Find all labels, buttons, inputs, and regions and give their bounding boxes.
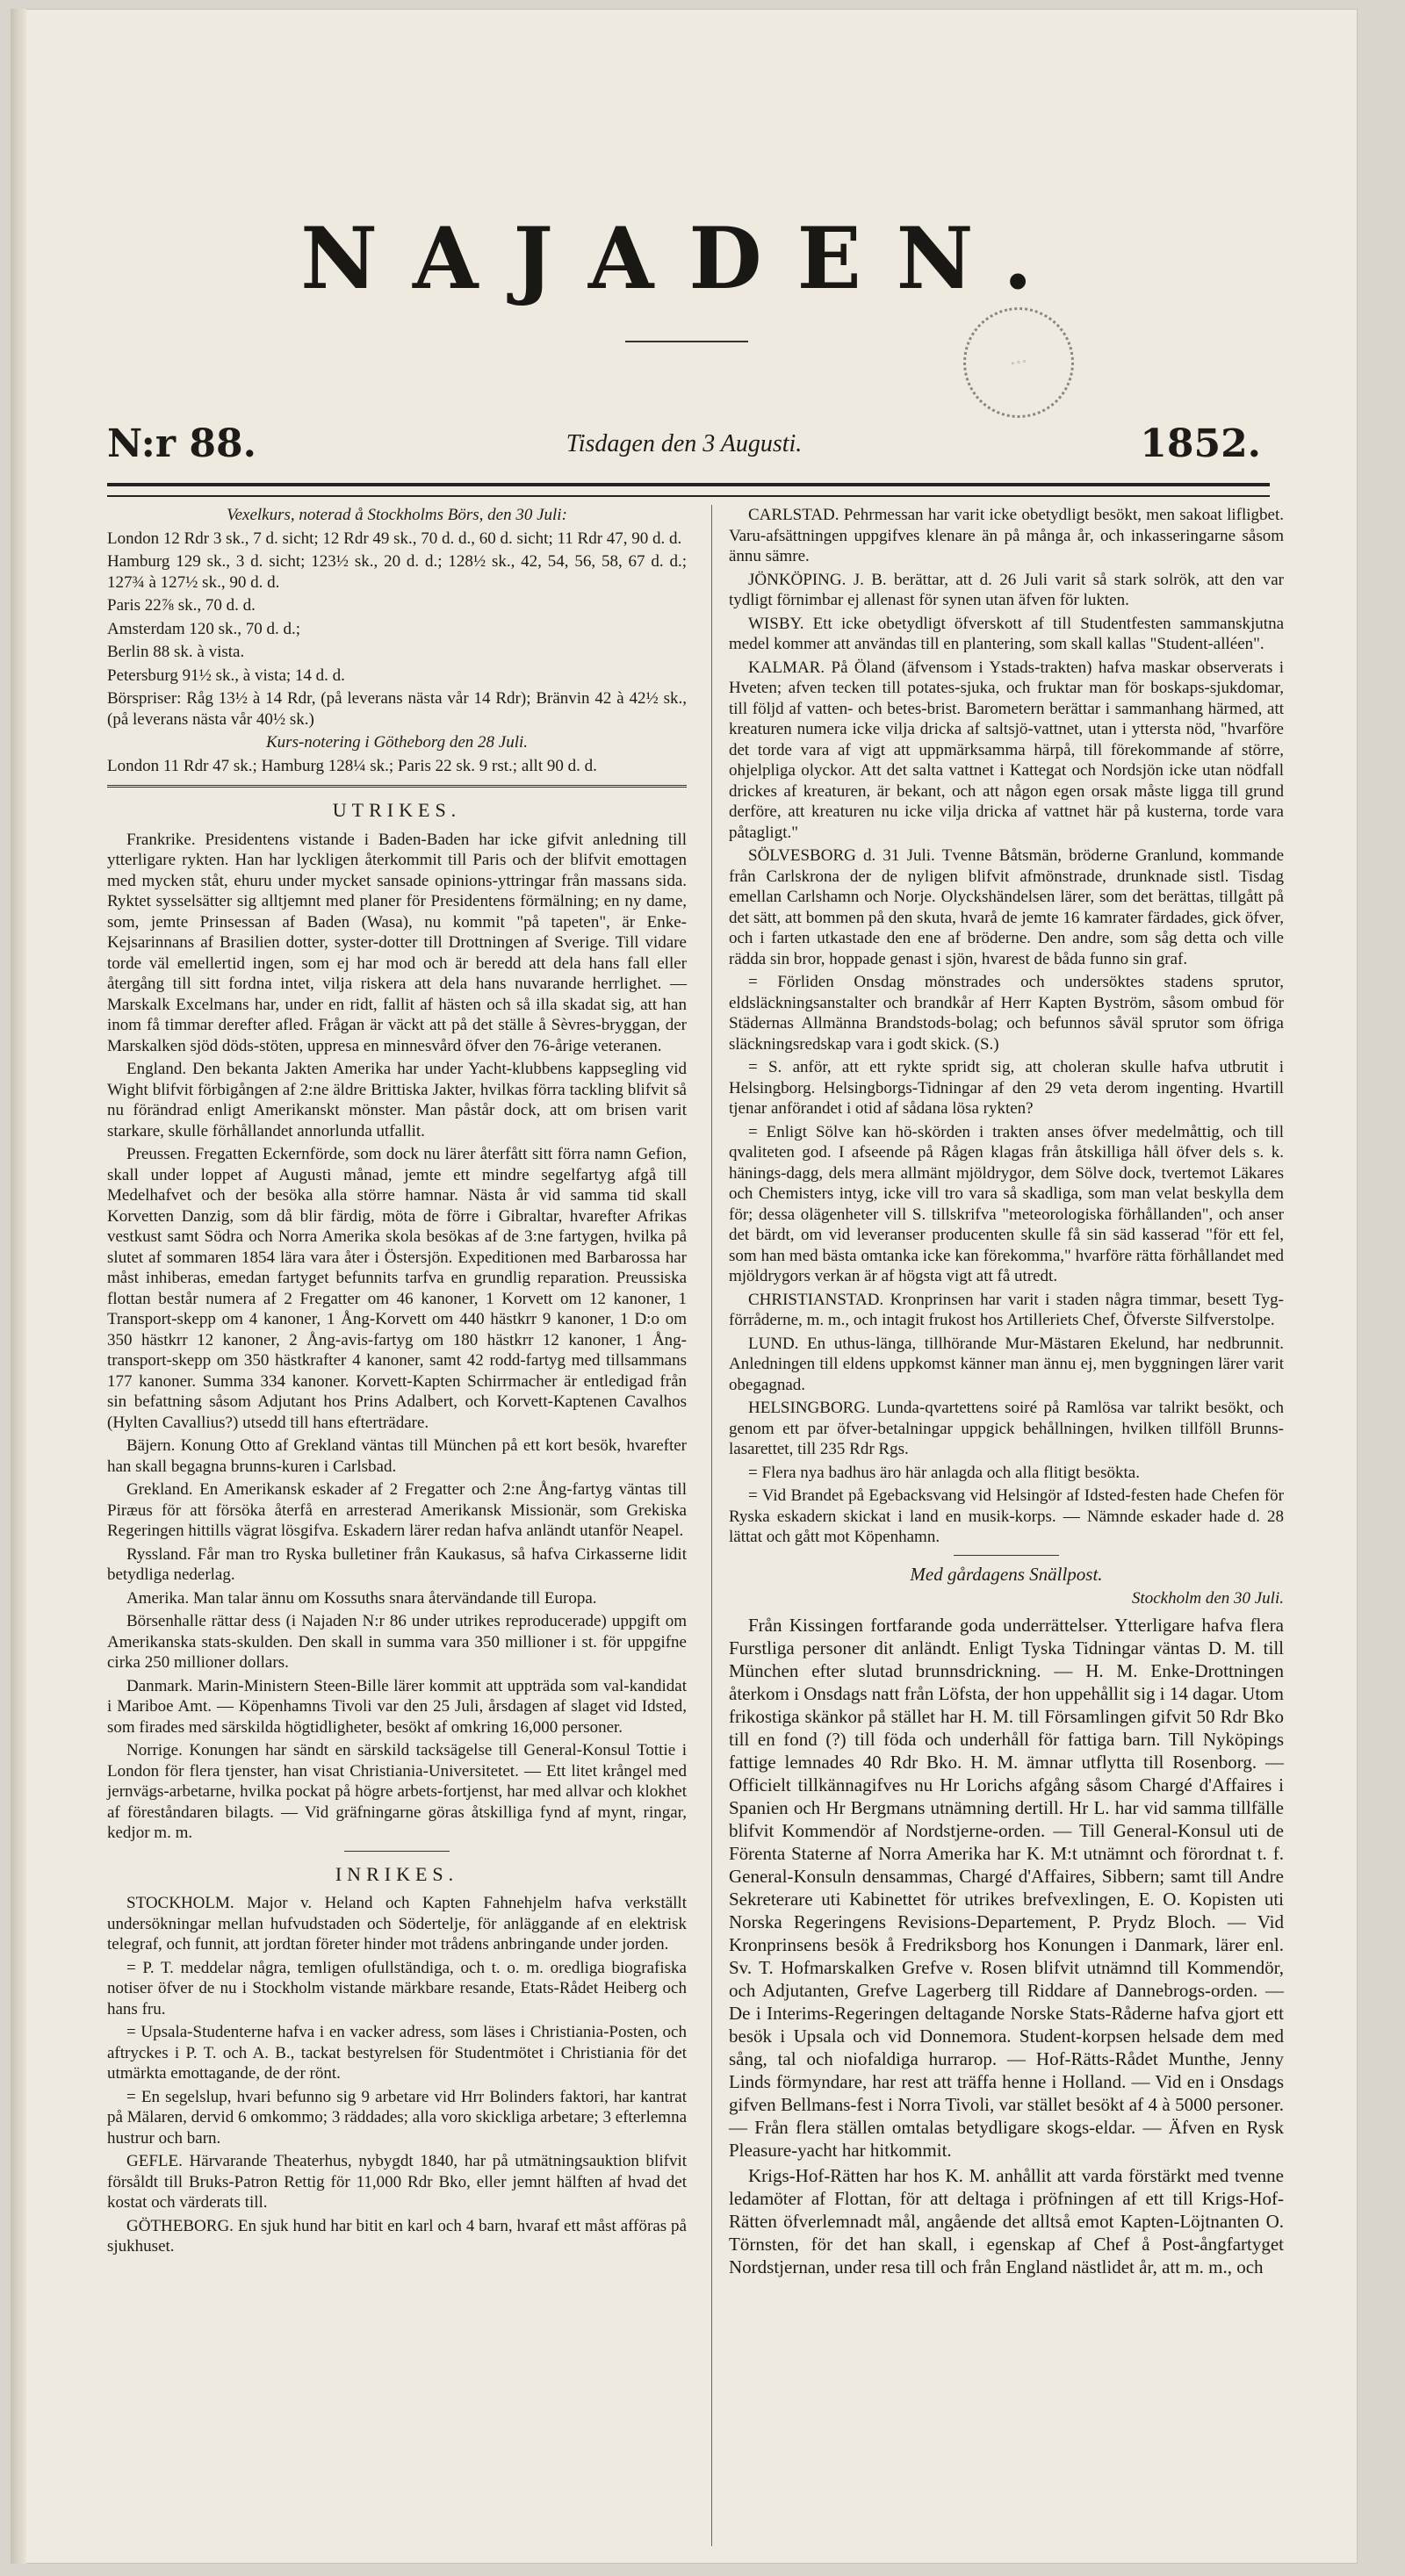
library-stamp-icon: ◦ ◦ ◦: [955, 299, 1083, 427]
article-paragraph: = P. T. meddelar några, temligen ofullständiga, och t. o. m. oredliga biografiska notiser öfver de nu i Stockholm vistande märkbare resande, Etats-Rådet Heiberg och hans fru.: [107, 1958, 687, 2018]
article-paragraph: = Förliden Onsdag mönstrades och undersöktes stadens sprutor, eldsläckningsanstalter och brandkår af Herr Kapten Byström, såsom ombud för Städernas Allmänna Brandstods-bolag; och befunnos såväl sprutor som öfriga släckningsredskap vara i godt skick. (S.): [729, 973, 1284, 1054]
short-divider: [954, 1555, 1059, 1556]
article-paragraph: LUND. En uthus-länga, tillhörande Mur-Mästaren Ekelund, har nedbrunnit. Anledningen till eldens uppkomst känner man ännu ej, men byggningen lärer varit obegagnad.: [729, 1334, 1284, 1394]
article-paragraph: = Enligt Sölve kan hö-skörden i trakten anses öfver medelmåttig, och till qvaliteten god. I afseende på Rågen klagas från åtskilliga håll öfver dels s. k. hänings-dagg, dels mera allmänt mjöldrygor, dem Sölve dock, tvertemot Läkares och Chemisters intyg, icke vill tro vara så skadliga, som man velat beskylla dem för; dessa olägenheter vill S. tillskrifva "meteorologiska förhållanden", och anser det bärdt, om vid leveranser producenten skulle få sin säd kasserad "för ett fel, som han med bästa omtanka icke kan förekomma," hvarföre rätta förhållandet med mjöldrygors verkan är af högsta vigt att få utredt.: [729, 1122, 1284, 1285]
article-paragraph: England. Den bekanta Jakten Amerika har under Yacht-klubbens kappsegling vid Wight blifvit förbigången af 2:ne äldre Brittiska Jakter, hvilkas förra tackling blifvit så nu förändrad enligt Amerikanskt mönster. Man påstår dock, att om brisen varit starkare, skulle förhållandet annorlunda utfallit.: [107, 1060, 687, 1140]
rate-line: Petersburg 91½ sk., à vista; 14 d. d.: [107, 666, 345, 685]
issue-year: 1852.: [1140, 421, 1261, 466]
article-paragraph: Börsenhalle rättar dess (i Najaden N:r 86 under utrikes reproducerade) uppgift om Amerikanska stats-skulden. Den skall in summa vara 350 millioner i st. för uppgifne cirka 250 millioner dollars.: [107, 1612, 687, 1672]
header-rule: [107, 483, 1270, 497]
article-paragraph: HELSINGBORG. Lunda-qvartettens soiré på Ramlösa var talrikt besökt, och genom ett par öfver-betalningar uppgick behållningen, hvilken tillföll Brunns-lasarettet, till 235 Rdr Rgs.: [729, 1399, 1284, 1458]
section-divider: [107, 785, 687, 788]
article-paragraph: CARLSTAD. Pehrmessan har varit icke obetydligt besökt, men sakoat lifligbet. Varu-afsättningen uppgifves klenare än på många år, och inkasseringarne såsom ännu sämre.: [729, 506, 1284, 565]
rates-heading: Vexelkurs, noterad å Stockholms Börs, den 30 Juli:: [227, 506, 567, 524]
issue-number: N:r 88.: [107, 421, 256, 466]
article-paragraph: Norrige. Konungen har sändt en särskild tacksägelse till General-Konsul Tottie i London för flera tjenster, han visat Christiania-Universitetet. — Ett litet krångel med jernvägs-arbetarne, hvilka pockat på högre arbets-fortjenst, har med allvar och klokhet af föreståndaren bilagts. — Vid gräfningarne göras åtskilliga fynd af mynt, ringar, kedjor m. m.: [107, 1741, 687, 1842]
article-paragraph: JÖNKÖPING. J. B. berättar, att d. 26 Juli varit så stark solrök, att den var tydligt förnimbar ej allenast för synen utan äfven för lukten.: [729, 570, 1284, 609]
article-paragraph: CHRISTIANSTAD. Kronprinsen har varit i staden några timmar, besett Tyg-förråderne, m. m., och intagit frukost hos Artilleriets Chef, Öfverste Silfverstolpe.: [729, 1290, 1284, 1329]
article-paragraph: KALMAR. På Öland (äfvensom i Ystads-trakten) hafva maskar observerats i Hveten; afven tecken till potates-sjuka, och fruktar man för boskaps-sjukdomar, till följd af vatten- och betes-brist. Barometern berättar i sammanhang härmed, att kreaturen numera icke vilja dricka af saltsjö-vattnet, utan i yttersta nöd, "hvarföre det torde vara af vigt att uppmärksamma härpå, till förekommande af större, ohjelpliga olyckor. Att det salta vattnet i Kattegat och Nordsjön icke utan nödfall drickes af kreaturen, är bekant, och att någon egen orsak måste ligga till grund derföre, att kreaturen nu icke vilja dricka af vattnet här på kusterna, torde vara påtagligt.": [729, 658, 1284, 842]
borsprisér-line: Börspriser: Råg 13½ à 14 Rdr, (på leverans nästa vår 14 Rdr); Bränvin 42 à 42½ sk., (på leverans nästa vår 40½ sk.): [107, 689, 687, 729]
article-paragraph: GÖTHEBORG. En sjuk hund har bitit en karl och 4 barn, hvaraf ett måst afföras på sjukhuset.: [107, 2216, 687, 2256]
article-paragraph: GEFLE. Härvarande Theaterhus, nybygdt 1840, har på utmätningsauktion blifvit försåldt till Bruks-Patron Rettig för 11,000 Rdr Bko, eller jemnt hälften af hvad det kostat och värderats till.: [107, 2152, 687, 2212]
masthead-rule: [625, 341, 748, 342]
rate-line: Hamburg 129 sk., 3 d. sicht; 123½ sk., 20 d. d.; 128½ sk., 42, 54, 56, 58, 67 d. d.; 127¾ à 127½ sk., 90 d. d.: [107, 552, 687, 592]
rate-line: London 12 Rdr 3 sk., 7 d. sicht; 12 Rdr 49 sk., 70 d. d., 60 d. sicht; 11 Rdr 47, 90 d. d.: [107, 529, 682, 548]
article-paragraph: SÖLVESBORG d. 31 Juli. Tvenne Båtsmän, bröderne Granlund, kommande från Carlskrona der de nyligen blifvit afmönstrade, drunknade sistl. Tisdag emellan Carlshamn och Norje. Olyckshändelsen lärer, som det berättas, tillgått på det sätt, att bommen på den skuta, hvarå de jemte 16 kamrater färdades, gick öfver, och i farten utkastade den ene af bröderne. Den andre, som såg detta och ville rädda sin bror, hoppade genast i sjön, hvarest de båda funno sin graf.: [729, 846, 1284, 968]
article-paragraph: = En segelslup, hvari befunno sig 9 arbetare vid Hrr Bolinders faktori, har kantrat på Mälaren, dervid 6 omkommo; 3 räddades; alla voro skickliga arbetare; 3 efterlemna hustrur och barn.: [107, 2087, 687, 2148]
article-paragraph: = Vid Brandet på Egebacksvang vid Helsingör af Idsted-festen hade Chefen för Ryska eskadern skickat i land en musik-korps. — Nämnde eskader hade d. 28 lättat och gått mot Köpenhamn.: [729, 1486, 1284, 1546]
snallpost-heading: Med gårdagens Snällpost.: [910, 1563, 1103, 1585]
rate-line: Berlin 88 sk. à vista.: [107, 643, 245, 661]
left-column: [107, 505, 687, 2260]
article-paragraph: STOCKHOLM. Major v. Heland och Kapten Fahnehjelm hafva verkställt undersökningar mellan hufvudstaden och Södertelje, för anläggande af en elektrisk telegraf, och funnit, att jordtan företer hinder mot trådens anbringande under jorden.: [107, 1894, 687, 1954]
column-divider: [711, 505, 712, 2546]
article-paragraph: Från Kissingen fortfarande goda underrättelser. Ytterligare hafva flera Furstliga personer dit anländt. Enligt Tyska Tidningar väntas D. M. till München efter slutad brunnsdrickning. — H. M. Enke-Drottningen återkom i Onsdags natt från Löfsta, der hon uppehållit sig i 14 dagar. Utom frikostiga skänkor på stället har H. M. till Församlingen gifvit 50 Rdr Bko till en fond (?) till föda och underhåll för fattiga barn. Till Nyköpings fattige lemnades 40 Rdr Bko. H. M. ämnar utflytta till Rosenborg. — Officielt tillkännagifves nu Hr Lorichs afgång såsom Chargé d'Affaires i Spanien och Hr Bergmans utnämning dertill. Hr L. har vid samma tillfälle blifvit Kommendör af Nordstjerne-orden. — Till General-Konsul uti de Förenta Staterne af Norra Amerika har K. M:t utnämnt och förordnat t. f. General-Konsuln densammas, Chargé d'Affaires, Sibbern; samt till Andre Sekreterare uti Kabinettet för utrikes brefvexlingen, E. O. Kopisten uti Norska Regeringens Revisions-Departement, P. Prydz Bloch. — Vid Kronprinsens besök å Fredriksborg hos Konungen i Danmark, lärer enl. Sv. T. Hofmarskalken Grefve v. Rosen blifvit utnämnd till Kommendör, och Adjutanten, Grefve Lagerberg till Riddare af Dannebrogs-orden. — De i Interims-Regeringen deltagande Norske Stats-Råderne hafva gjort ett besök i Upsala och vid Donnemora. Student-korpsen helsade dem med sång, tal och niofaldiga hurrarop. — Hof-Rätts-Rådet Munthe, Jenny Linds förmyndare, har rest att träffa henne i Holland. — Vid en i Onsdags gifven Bellmans-fest i Norra Tivoli, var stället besökt af 4 à 5000 personer. — Från flera ställen omtalas betydligare skogs-eldar. — Äfven en Rysk Pleasure-yacht har hitkommit.: [729, 1615, 1284, 2161]
issue-row: [107, 421, 1261, 474]
masthead-title: NAJADEN.: [300, 209, 1068, 308]
article-paragraph: Krigs-Hof-Rätten har hos K. M. anhållit att varda förstärkt med tvenne ledamöter af Flottan, för att deltaga i pröfningen af ett till Krigs-Hof-Rätten öfverlemnadt mål, angående det alltså emot Kapten-Löjtnanten O. Törnsten, för det han skall, i egenskap af Chef å Post-ångfartyget Nordstjernan, under resa till och från England nästlidet år, att m. m., och: [729, 2165, 1284, 2277]
article-paragraph: = Flera nya badhus äro här anlagda och alla flitigt besökta.: [748, 1463, 1140, 1482]
issue-date: Tisdagen den 3 Augusti.: [566, 430, 803, 457]
article-paragraph: Grekland. En Amerikansk eskader af 2 Fregatter och 2:ne Ång-fartyg väntas till Piræus för att försöka återfå en arresterad Amerikansk Missionär, som Grekiska Regeringen hittills vägrat lösgifva. Eskadern lärer redan hafva anländt utanför Neapel.: [107, 1480, 687, 1540]
article-paragraph: WISBY. Ett icke obetydligt öfverskott af till Studentfesten sammanskjutna medel kommer att användas till en plantering, som skall kallas "Student-alléen".: [729, 614, 1284, 653]
goteborg-line: London 11 Rdr 47 sk.; Hamburg 128¼ sk.; Paris 22 sk. 9 rst.; allt 90 d. d.: [107, 756, 597, 775]
utrikes-heading: UTRIKES.: [332, 799, 462, 821]
article-paragraph: = Upsala-Studenterne hafva i en vacker adress, som läses i Christiania-Posten, och aftryckes i P. T. och A. B., tackat bestyrelsen för Studentmötet i Christiania för det utmärkta emottagande, de der rönt.: [107, 2023, 687, 2083]
article-paragraph: = S. anför, att ett rykte spridt sig, att choleran skulle hafva utbrutit i Helsingborg. Helsingborgs-Tidningar af den 29 veta derom ingenting. Hvartill tjenar anförandet i otid af sådana lösa rykten?: [729, 1058, 1284, 1118]
article-paragraph: Preussen. Fregatten Eckernförde, som dock nu lärer återfått sitt förra namn Gefion, skall under loppet af Augusti månad, jemte ett mindre segelfartyg afgå till Medelhafvet och der besöka alla större hamnar. Nästa år vid samma tid skall Korvetten Danzig, som då blir färdig, möta de förre i Gibraltar, hvarefter Afrikas vestkust samt Södra och Norra Amerika skola besökas af de 3:ne fartygen, hvilka på slutet af sommaren 1854 lära vara åter i Östersjön. Expeditionen med Barbarossa har måst inhiberas, emedan fartyget befunnits tarfva en grundlig reparation. Preussiska flottan består numera af 2 Fregatter om 46 kanoner, 1 Korvett om 12 kanoner, 1 Transport-skepp om 4 kanoner, 1 Ång-Korvett om 440 hästkrr 9 kanoner, 1 D:o om 350 hästkrr 12 kanoner, 2 Ång-avis-fartyg om 180 hästkrr 12 kanoner, 1 Ång-transport-skepp om 350 hästkrafter 4 kanoner, samt 42 rodd-fartyg med tillsammans 177 kanoner. Summa 334 kanoner. Korvett-Kapten Schirrmacher är entledigad från sin befattning såsom Adjutant hos Prins Adalbert, och Korvett-Kaptenen Cavalhos (Hylten Cavallius?) utsedd till hans efterträdare.: [107, 1145, 687, 1432]
article-paragraph: Ryssland. Får man tro Ryska bulletiner från Kaukasus, så hafva Cirkasserne lidit betydliga nederlag.: [107, 1544, 687, 1584]
right-column: [729, 505, 1284, 2281]
snallpost-dateline: Stockholm den 30 Juli.: [1131, 1588, 1284, 1608]
newspaper-page: [11, 9, 1358, 2564]
inrikes-heading: INRIKES.: [335, 1862, 459, 1885]
goteborg-heading: Kurs-notering i Götheborg den 28 Juli.: [266, 733, 528, 752]
article-paragraph: Danmark. Marin-Ministern Steen-Bille lärer kommit att uppträda som val-kandidat i Mariboe Amt. — Köpenhamns Tivoli var den 25 Juli, årsdagen af slaget vid Idsted, som firades med särskilda högtidligheter, besökt af omkring 16,000 personer.: [107, 1676, 687, 1737]
page-binding-edge: [11, 9, 26, 2564]
article-paragraph: Amerika. Man talar ännu om Kossuths snara återvändande till Europa.: [126, 1588, 597, 1608]
rate-line: Amsterdam 120 sk., 70 d. d.;: [107, 619, 301, 638]
article-paragraph: Frankrike. Presidentens vistande i Baden-Baden har icke gifvit anledning till ytterligare rykten. Han har lyckligen återkommit till Paris och der blifvit emottagen med mycken ståt, ehuru under mycket sansade opinions-yttringar från massans sida. Ryktet sysselsätter sig alltjemnt med planer för Presidentens förmälning; en ny dame, som, jemte Prinsessan af Baden (Wasa), nu kommit "på tapeten", är Enke-Kejsarinnans af Brasilien dotter, syster-dotter till Drottningen af Sverige. Till vidare torde väl emellertid ingen, som ej har mod och är beredd att dela hans fall eller återgång till sitt fordna intet, vilja riskera att dela hans nuvarande herrlighet. — Marskalk Excelmans har, under en ridt, fallit af hästen och så illa skadat sig, att han inom få timmar derefter afled. Frågan är väckt att på det ställe å Sèvres-bryggan, der Marskalken sjöd döds-stöten, uppresa en minnesvård öfver den 76-årige veteranen.: [107, 830, 687, 1055]
exchange-rates: [107, 505, 687, 776]
short-divider: [344, 1851, 450, 1852]
rate-line: Paris 22⅞ sk., 70 d. d.: [107, 596, 256, 615]
article-paragraph: Bäjern. Konung Otto af Grekland väntas till München på ett kort besök, hvarefter han skall begagna brunns-kuren i Carlsbad.: [107, 1436, 687, 1476]
